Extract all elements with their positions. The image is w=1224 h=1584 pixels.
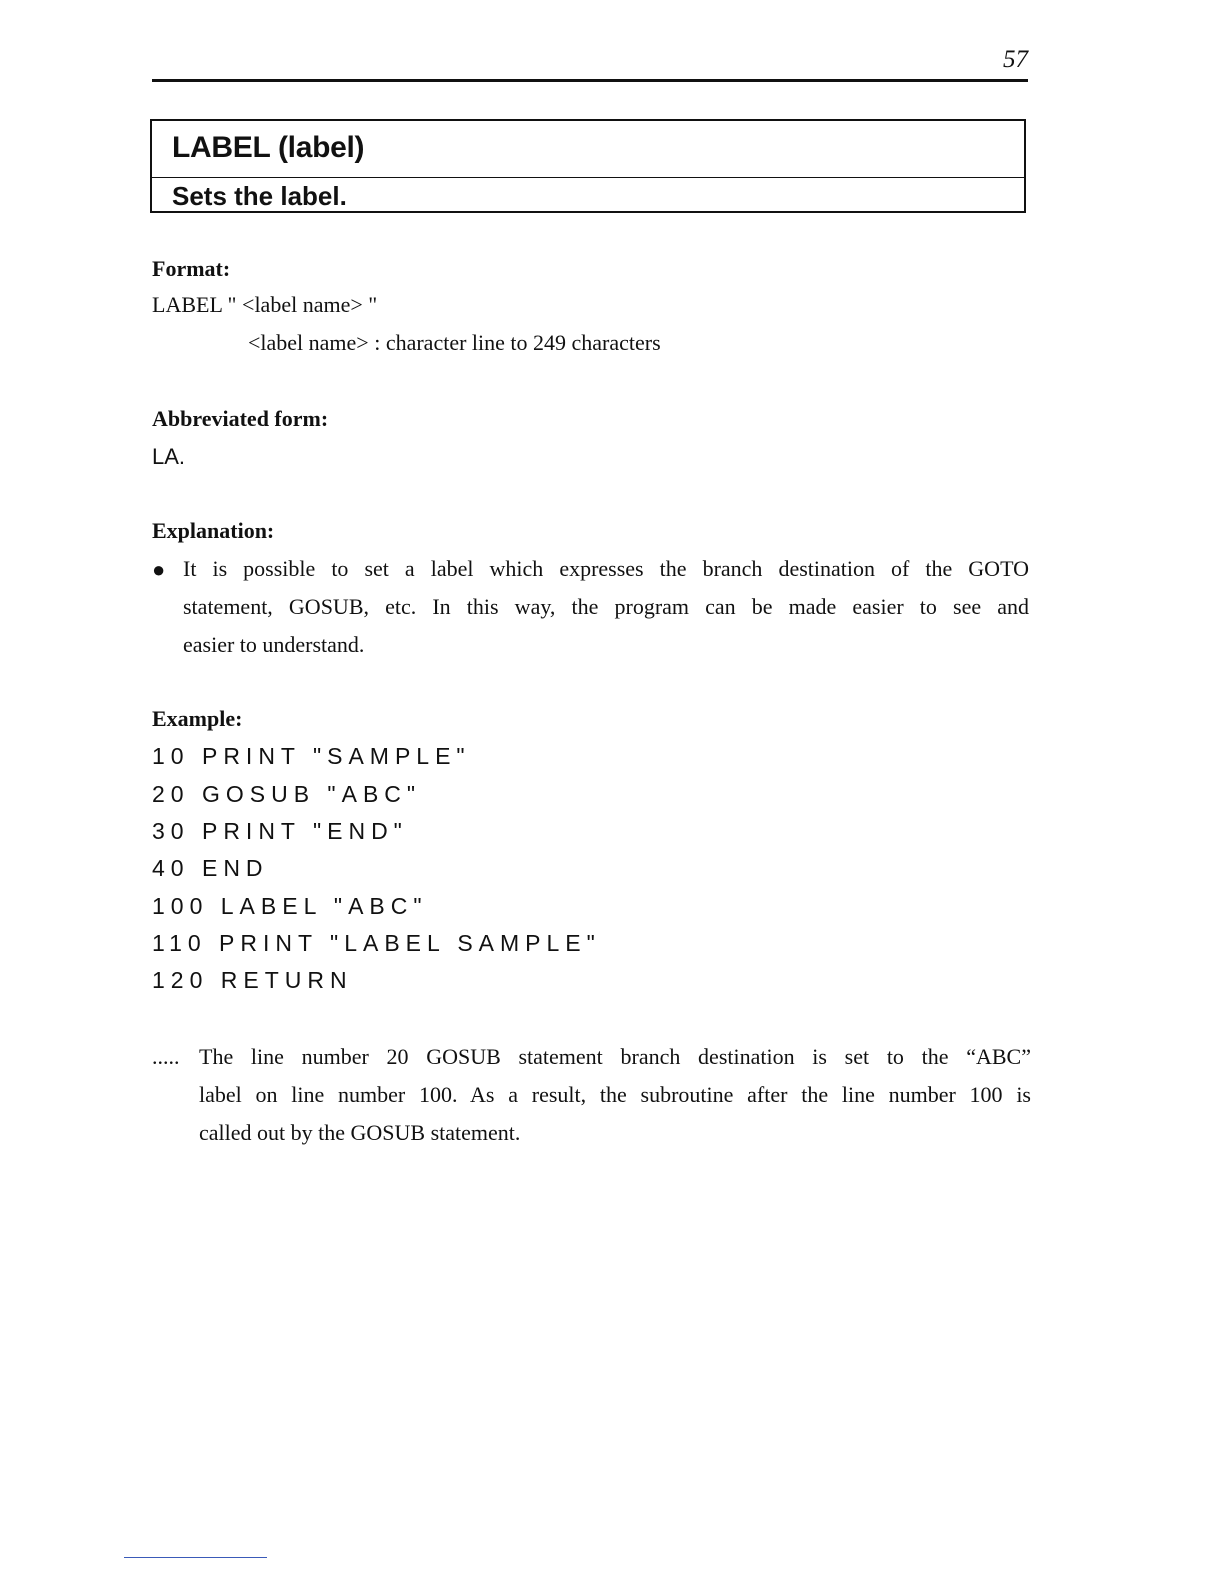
code-line-10: 10 PRINT "SAMPLE"	[152, 743, 471, 769]
format-heading: Format:	[152, 256, 231, 281]
page-number: 57	[1003, 46, 1028, 73]
page-title: LABEL (label)	[172, 131, 365, 164]
code-line-100: 100 LABEL "ABC"	[152, 893, 428, 919]
note-line-2: label on line number 100. As a result, the subroutine after the line number 100 is	[199, 1082, 1031, 1107]
code-line-20: 20 GOSUB "ABC"	[152, 781, 422, 807]
code-line-30: 30 PRINT "END"	[152, 818, 408, 844]
note-line-1: The line number 20 GOSUB statement branch destination is set to the “ABC”	[199, 1044, 1031, 1069]
explanation-line-3: easier to understand.	[183, 632, 365, 657]
example-heading: Example:	[152, 706, 243, 731]
header-rule	[152, 79, 1028, 82]
footer-rule	[124, 1557, 267, 1558]
title-box	[150, 119, 1026, 213]
abbreviated-heading: Abbreviated form:	[152, 406, 329, 431]
explanation-heading: Explanation:	[152, 518, 275, 543]
title-divider	[152, 177, 1024, 178]
abbreviated-value: LA.	[152, 444, 186, 469]
code-line-110: 110 PRINT "LABEL SAMPLE"	[152, 930, 601, 956]
format-syntax: LABEL " <label name> "	[152, 292, 378, 317]
format-note: <label name> : character line to 249 characters	[248, 330, 661, 355]
page-subtitle: Sets the label.	[172, 181, 347, 211]
explanation-line-1: It is possible to set a label which expresses the branch destination of the GOTO	[183, 556, 1029, 581]
note-marker: .....	[152, 1044, 180, 1069]
note-line-3: called out by the GOSUB statement.	[199, 1120, 521, 1145]
explanation-line-2: statement, GOSUB, etc. In this way, the program can be made easier to see and	[183, 594, 1029, 619]
bullet: ●	[152, 557, 166, 582]
code-line-40: 40 END	[152, 855, 269, 881]
code-line-120: 120 RETURN	[152, 967, 353, 993]
